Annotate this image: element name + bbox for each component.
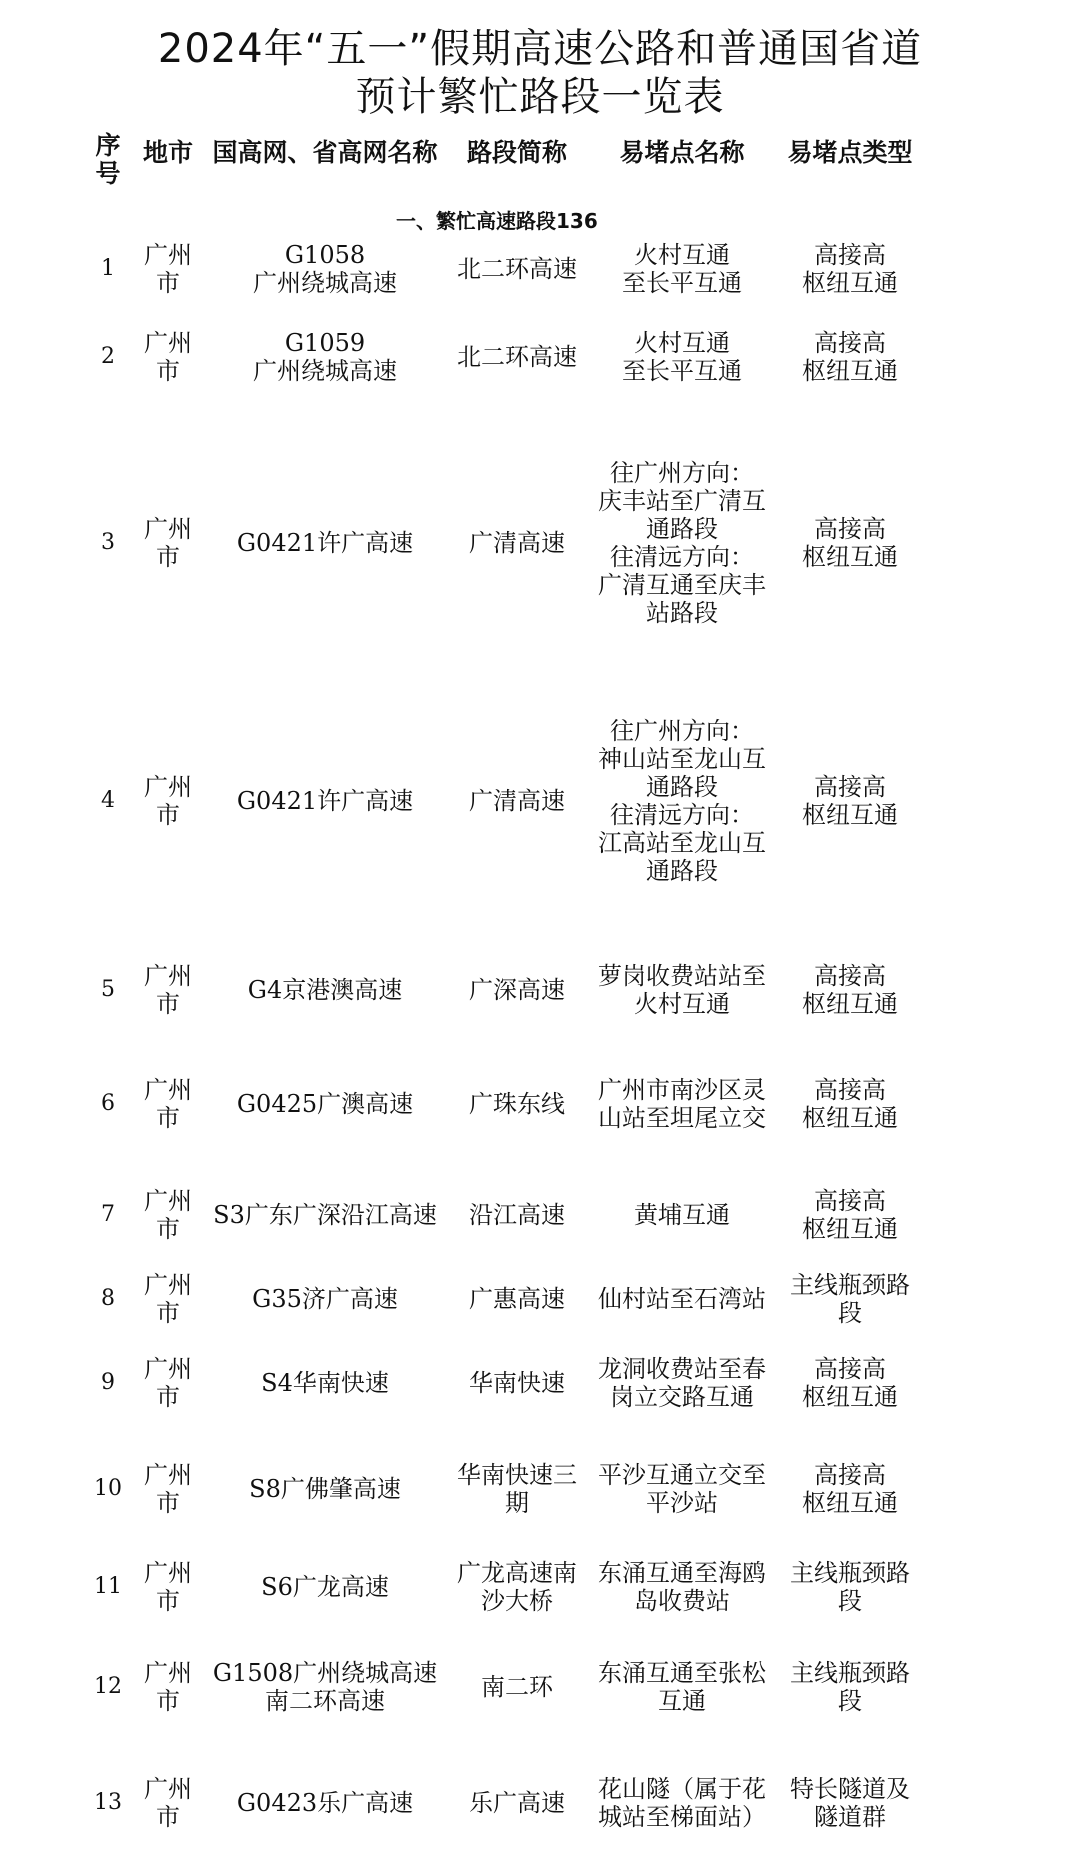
cell-seq: 13 — [94, 1790, 122, 1815]
cell-seq: 12 — [94, 1674, 122, 1699]
cell-seq: 3 — [101, 530, 115, 555]
cell-network: S4华南快速 — [261, 1369, 389, 1397]
cell-city: 广州 市 — [144, 1355, 192, 1411]
cell-network: G0421许广高速 — [236, 787, 414, 815]
cell-point: 黄埔互通 — [634, 1201, 730, 1229]
cell-seq: 6 — [101, 1091, 115, 1116]
cell-city: 广州 市 — [144, 329, 192, 385]
cell-type: 高接高 枢纽互通 — [802, 1461, 898, 1517]
section-title: 一、繁忙高速路段136 — [396, 209, 598, 233]
cell-type: 高接高 枢纽互通 — [802, 241, 898, 297]
header-network: 国高网、省高网名称 — [212, 138, 438, 167]
cell-city: 广州 市 — [144, 241, 192, 297]
cell-point: 火村互通 至长平互通 — [622, 329, 742, 385]
cell-point: 萝岗收费站站至 火村互通 — [598, 962, 766, 1018]
cell-seq: 10 — [94, 1476, 122, 1501]
header-city: 地市 — [142, 138, 193, 167]
cell-seq: 2 — [101, 344, 115, 369]
cell-network: G4京港澳高速 — [247, 976, 403, 1004]
cell-type: 主线瓶颈路 段 — [790, 1559, 910, 1615]
table-row — [0, 450, 1080, 636]
cell-section: 华南快速三 期 — [457, 1461, 577, 1517]
cell-type: 高接高 枢纽互通 — [802, 1187, 898, 1243]
document-title-line2: 预计繁忙路段一览表 — [355, 74, 725, 120]
cell-city: 广州 市 — [144, 773, 192, 829]
cell-seq: 11 — [94, 1574, 122, 1599]
cell-type: 高接高 枢纽互通 — [802, 962, 898, 1018]
cell-section: 乐广高速 — [469, 1789, 565, 1817]
table-row — [0, 1552, 1080, 1622]
cell-type: 高接高 枢纽互通 — [802, 1355, 898, 1411]
table-row — [0, 1454, 1080, 1524]
cell-type: 高接高 枢纽互通 — [802, 773, 898, 829]
cell-section: 广清高速 — [469, 529, 565, 557]
cell-network: S8广佛肇高速 — [249, 1475, 401, 1503]
cell-city: 广州 市 — [144, 1271, 192, 1327]
cell-section: 华南快速 — [469, 1369, 565, 1397]
cell-section: 广清高速 — [469, 787, 565, 815]
document-title-line1: 2024年“五一”假期高速公路和普通国省道 — [157, 26, 923, 72]
cell-city: 广州 市 — [144, 1461, 192, 1517]
cell-city: 广州 市 — [144, 1775, 192, 1831]
cell-section: 北二环高速 — [457, 255, 577, 283]
cell-network: S6广龙高速 — [261, 1573, 389, 1601]
cell-city: 广州 市 — [144, 1076, 192, 1132]
cell-network: S3广东广深沿江高速 — [213, 1201, 437, 1229]
cell-network: G35济广高速 — [252, 1285, 398, 1313]
cell-point: 东涌互通至海鸥 岛收费站 — [598, 1559, 766, 1615]
cell-network: G1508广州绕城高速 南二环高速 — [212, 1659, 438, 1715]
cell-network: G0425广澳高速 — [236, 1090, 414, 1118]
cell-city: 广州 市 — [144, 962, 192, 1018]
cell-section: 南二环 — [481, 1673, 553, 1701]
cell-point: 东涌互通至张松 互通 — [598, 1659, 766, 1715]
cell-type: 主线瓶颈路 段 — [790, 1659, 910, 1715]
cell-seq: 8 — [101, 1286, 115, 1311]
table-row — [0, 1652, 1080, 1722]
cell-section: 沿江高速 — [469, 1201, 565, 1229]
cell-city: 广州 市 — [144, 1659, 192, 1715]
header-type: 易堵点类型 — [787, 138, 913, 167]
cell-point: 花山隧（属于花 城站至梯面站） — [598, 1775, 766, 1831]
cell-point: 往广州方向： 神山站至龙山互 通路段 往清远方向： 江高站至龙山互 通路段 — [598, 717, 766, 885]
table-row — [0, 1180, 1080, 1250]
cell-type: 高接高 枢纽互通 — [802, 329, 898, 385]
cell-point: 平沙互通立交至 平沙站 — [598, 1461, 766, 1517]
cell-type: 高接高 枢纽互通 — [802, 1076, 898, 1132]
table-row — [0, 708, 1080, 894]
cell-point: 往广州方向： 庆丰站至广清互 通路段 往清远方向： 广清互通至庆丰 站路段 — [598, 459, 766, 627]
cell-point: 广州市南沙区灵 山站至坦尾立交 — [598, 1076, 766, 1132]
header-seq: 序 号 — [95, 131, 121, 188]
table-row — [0, 1768, 1080, 1838]
table-row — [0, 1264, 1080, 1334]
cell-section: 北二环高速 — [457, 343, 577, 371]
cell-point: 仙村站至石湾站 — [598, 1285, 766, 1313]
table-row — [0, 955, 1080, 1025]
cell-seq: 5 — [101, 977, 115, 1002]
table-row — [0, 234, 1080, 304]
cell-network: G0423乐广高速 — [236, 1789, 414, 1817]
header-point: 易堵点名称 — [619, 138, 745, 167]
table-row — [0, 322, 1080, 392]
cell-type: 高接高 枢纽互通 — [802, 515, 898, 571]
table-row — [0, 1069, 1080, 1139]
cell-seq: 7 — [101, 1202, 115, 1227]
table-row — [0, 1348, 1080, 1418]
cell-section: 广惠高速 — [469, 1285, 565, 1313]
cell-seq: 4 — [101, 788, 115, 813]
cell-network: G1059 广州绕城高速 — [253, 329, 397, 385]
cell-section: 广深高速 — [469, 976, 565, 1004]
cell-point: 龙洞收费站至春 岗立交路互通 — [598, 1355, 766, 1411]
cell-section: 广珠东线 — [469, 1090, 565, 1118]
cell-seq: 9 — [101, 1370, 115, 1395]
cell-point: 火村互通 至长平互通 — [622, 241, 742, 297]
cell-city: 广州 市 — [144, 515, 192, 571]
header-section: 路段简称 — [466, 138, 567, 167]
cell-seq: 1 — [101, 256, 115, 281]
cell-city: 广州 市 — [144, 1559, 192, 1615]
cell-section: 广龙高速南 沙大桥 — [457, 1559, 577, 1615]
cell-network: G0421许广高速 — [236, 529, 414, 557]
cell-city: 广州 市 — [144, 1187, 192, 1243]
cell-type: 主线瓶颈路 段 — [790, 1271, 910, 1327]
cell-type: 特长隧道及 隧道群 — [790, 1775, 910, 1831]
cell-network: G1058 广州绕城高速 — [253, 241, 397, 297]
